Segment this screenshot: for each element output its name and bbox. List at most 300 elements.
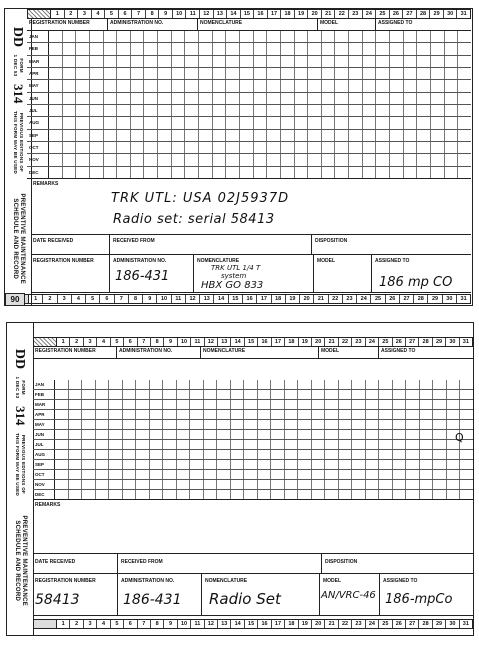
day-cell[interactable] [335, 105, 349, 116]
day-cell[interactable] [352, 470, 366, 479]
day-cell[interactable] [177, 430, 191, 439]
day-cell[interactable] [325, 410, 339, 419]
day-cell[interactable] [312, 390, 326, 399]
day-cell[interactable] [366, 440, 380, 449]
day-cell[interactable] [144, 130, 158, 141]
day-cell[interactable] [131, 80, 145, 91]
day-cell[interactable] [393, 420, 407, 429]
day-cell[interactable] [136, 470, 150, 479]
day-cell[interactable] [352, 480, 366, 489]
day-cell[interactable] [335, 142, 349, 153]
day-cell[interactable] [226, 105, 240, 116]
day-cell[interactable] [325, 420, 339, 429]
day-cell[interactable] [244, 450, 258, 459]
day-cell[interactable] [339, 410, 353, 419]
day-cell[interactable] [69, 450, 83, 459]
day-cell[interactable] [136, 400, 150, 409]
day-cell[interactable] [117, 105, 131, 116]
day-cell[interactable] [352, 430, 366, 439]
day-cell[interactable] [254, 105, 268, 116]
day-cell[interactable] [312, 440, 326, 449]
day-cell[interactable] [285, 450, 299, 459]
day-cell[interactable] [406, 420, 420, 429]
day-cell[interactable] [325, 450, 339, 459]
day-cell[interactable] [322, 130, 336, 141]
day-cell[interactable] [379, 460, 393, 469]
day-cell[interactable] [190, 380, 204, 389]
day-cell[interactable] [109, 460, 123, 469]
day-cell[interactable] [163, 430, 177, 439]
day-cell[interactable] [96, 470, 110, 479]
day-cell[interactable] [117, 43, 131, 54]
day-cell[interactable] [172, 117, 186, 128]
day-cell[interactable] [96, 450, 110, 459]
day-cell[interactable] [325, 380, 339, 389]
day-cell[interactable] [349, 117, 363, 128]
day-cell[interactable] [271, 490, 285, 499]
day-cell[interactable] [123, 420, 137, 429]
day-cell[interactable] [240, 167, 254, 178]
day-cell[interactable] [363, 154, 377, 165]
day-cell[interactable] [267, 43, 281, 54]
day-cell[interactable] [254, 56, 268, 67]
day-cell[interactable] [82, 480, 96, 489]
day-cell[interactable] [420, 420, 434, 429]
day-cell[interactable] [240, 43, 254, 54]
day-cell[interactable] [90, 93, 104, 104]
day-cell[interactable] [136, 490, 150, 499]
day-cell[interactable] [379, 380, 393, 389]
day-cell[interactable] [376, 80, 390, 91]
day-cell[interactable] [271, 380, 285, 389]
day-cell[interactable] [458, 56, 471, 67]
day-cell[interactable] [406, 480, 420, 489]
day-cell[interactable] [285, 380, 299, 389]
day-cell[interactable] [231, 380, 245, 389]
day-cell[interactable] [322, 93, 336, 104]
day-cell[interactable] [254, 167, 268, 178]
day-cell[interactable] [63, 93, 77, 104]
day-cell[interactable] [335, 31, 349, 42]
day-cell[interactable] [190, 470, 204, 479]
day-cell[interactable] [76, 68, 90, 79]
day-cell[interactable] [404, 93, 418, 104]
day-cell[interactable] [267, 154, 281, 165]
day-cell[interactable] [312, 450, 326, 459]
day-cell[interactable] [363, 167, 377, 178]
day-cell[interactable] [204, 460, 218, 469]
day-cell[interactable] [308, 167, 322, 178]
day-cell[interactable] [204, 470, 218, 479]
day-cell[interactable] [393, 440, 407, 449]
day-cell[interactable] [417, 142, 431, 153]
day-cell[interactable] [271, 450, 285, 459]
day-cell[interactable] [298, 440, 312, 449]
day-cell[interactable] [376, 105, 390, 116]
day-cell[interactable] [96, 480, 110, 489]
day-cell[interactable] [177, 450, 191, 459]
day-cell[interactable] [254, 43, 268, 54]
day-cell[interactable] [150, 490, 164, 499]
day-cell[interactable] [185, 43, 199, 54]
day-cell[interactable] [267, 80, 281, 91]
day-cell[interactable] [363, 68, 377, 79]
day-cell[interactable] [433, 400, 447, 409]
day-cell[interactable] [458, 142, 471, 153]
day-cell[interactable] [295, 105, 309, 116]
day-cell[interactable] [366, 400, 380, 409]
day-cell[interactable] [82, 420, 96, 429]
day-cell[interactable] [312, 460, 326, 469]
day-cell[interactable] [460, 410, 473, 419]
day-cell[interactable] [433, 490, 447, 499]
day-cell[interactable] [240, 154, 254, 165]
day-cell[interactable] [144, 43, 158, 54]
day-cell[interactable] [258, 490, 272, 499]
day-cell[interactable] [49, 105, 63, 116]
day-cell[interactable] [379, 480, 393, 489]
day-cell[interactable] [82, 380, 96, 389]
day-cell[interactable] [349, 93, 363, 104]
day-cell[interactable] [49, 130, 63, 141]
day-cell[interactable] [339, 380, 353, 389]
day-cell[interactable] [447, 470, 461, 479]
day-cell[interactable] [271, 420, 285, 429]
day-cell[interactable] [177, 490, 191, 499]
day-cell[interactable] [76, 43, 90, 54]
day-cell[interactable] [158, 80, 172, 91]
day-cell[interactable] [460, 460, 473, 469]
day-cell[interactable] [213, 43, 227, 54]
day-cell[interactable] [445, 167, 459, 178]
day-cell[interactable] [433, 380, 447, 389]
day-cell[interactable] [352, 420, 366, 429]
day-cell[interactable] [117, 31, 131, 42]
day-cell[interactable] [177, 480, 191, 489]
day-cell[interactable] [445, 154, 459, 165]
day-cell[interactable] [199, 68, 213, 79]
day-cell[interactable] [445, 93, 459, 104]
day-cell[interactable] [325, 400, 339, 409]
day-cell[interactable] [376, 93, 390, 104]
day-cell[interactable] [431, 105, 445, 116]
day-cell[interactable] [417, 80, 431, 91]
day-cell[interactable] [322, 154, 336, 165]
day-cell[interactable] [199, 142, 213, 153]
day-cell[interactable] [281, 167, 295, 178]
day-cell[interactable] [271, 480, 285, 489]
day-cell[interactable] [349, 130, 363, 141]
day-cell[interactable] [63, 68, 77, 79]
day-cell[interactable] [271, 440, 285, 449]
day-cell[interactable] [185, 80, 199, 91]
day-cell[interactable] [295, 68, 309, 79]
day-cell[interactable] [417, 93, 431, 104]
day-cell[interactable] [244, 480, 258, 489]
day-cell[interactable] [144, 154, 158, 165]
day-cell[interactable] [131, 154, 145, 165]
day-cell[interactable] [131, 31, 145, 42]
day-cell[interactable] [312, 480, 326, 489]
day-cell[interactable] [420, 380, 434, 389]
day-cell[interactable] [150, 410, 164, 419]
day-cell[interactable] [393, 470, 407, 479]
day-cell[interactable] [63, 43, 77, 54]
day-cell[interactable] [104, 117, 118, 128]
day-cell[interactable] [431, 117, 445, 128]
day-cell[interactable] [417, 117, 431, 128]
day-cell[interactable] [393, 490, 407, 499]
day-cell[interactable] [163, 410, 177, 419]
day-cell[interactable] [417, 130, 431, 141]
day-cell[interactable] [117, 130, 131, 141]
day-cell[interactable] [417, 68, 431, 79]
day-cell[interactable] [49, 117, 63, 128]
day-cell[interactable] [69, 400, 83, 409]
day-cell[interactable] [158, 130, 172, 141]
day-cell[interactable] [213, 117, 227, 128]
day-cell[interactable] [363, 142, 377, 153]
day-cell[interactable] [226, 93, 240, 104]
day-cell[interactable] [172, 154, 186, 165]
day-cell[interactable] [312, 400, 326, 409]
day-cell[interactable] [417, 105, 431, 116]
day-cell[interactable] [217, 460, 231, 469]
day-cell[interactable] [104, 105, 118, 116]
day-cell[interactable] [352, 460, 366, 469]
day-cell[interactable] [144, 93, 158, 104]
day-cell[interactable] [150, 440, 164, 449]
day-cell[interactable] [150, 390, 164, 399]
day-cell[interactable] [69, 460, 83, 469]
day-cell[interactable] [104, 154, 118, 165]
day-cell[interactable] [244, 390, 258, 399]
day-cell[interactable] [109, 420, 123, 429]
day-cell[interactable] [213, 80, 227, 91]
day-cell[interactable] [76, 130, 90, 141]
day-cell[interactable] [390, 142, 404, 153]
day-cell[interactable] [158, 154, 172, 165]
day-cell[interactable] [185, 142, 199, 153]
day-cell[interactable] [322, 68, 336, 79]
day-cell[interactable] [231, 480, 245, 489]
day-cell[interactable] [335, 130, 349, 141]
day-cell[interactable] [445, 68, 459, 79]
day-cell[interactable] [431, 43, 445, 54]
day-cell[interactable] [82, 440, 96, 449]
day-cell[interactable] [335, 93, 349, 104]
day-cell[interactable] [204, 490, 218, 499]
day-cell[interactable] [433, 410, 447, 419]
day-cell[interactable] [390, 56, 404, 67]
day-cell[interactable] [158, 68, 172, 79]
day-cell[interactable] [267, 142, 281, 153]
day-cell[interactable] [258, 400, 272, 409]
day-cell[interactable] [131, 93, 145, 104]
day-cell[interactable] [63, 31, 77, 42]
day-cell[interactable] [431, 154, 445, 165]
day-cell[interactable] [49, 56, 63, 67]
day-cell[interactable] [447, 450, 461, 459]
day-cell[interactable] [285, 480, 299, 489]
day-cell[interactable] [433, 480, 447, 489]
day-cell[interactable] [185, 93, 199, 104]
day-cell[interactable] [104, 80, 118, 91]
day-cell[interactable] [406, 440, 420, 449]
day-cell[interactable] [63, 56, 77, 67]
day-cell[interactable] [226, 167, 240, 178]
day-cell[interactable] [339, 440, 353, 449]
day-cell[interactable] [231, 450, 245, 459]
day-cell[interactable] [117, 154, 131, 165]
day-cell[interactable] [417, 167, 431, 178]
day-cell[interactable] [76, 142, 90, 153]
day-cell[interactable] [281, 142, 295, 153]
day-cell[interactable] [82, 490, 96, 499]
day-cell[interactable] [295, 80, 309, 91]
day-cell[interactable] [339, 390, 353, 399]
day-cell[interactable] [431, 167, 445, 178]
day-cell[interactable] [90, 130, 104, 141]
day-cell[interactable] [204, 450, 218, 459]
day-cell[interactable] [76, 56, 90, 67]
day-cell[interactable] [285, 440, 299, 449]
day-cell[interactable] [190, 390, 204, 399]
day-cell[interactable] [285, 490, 299, 499]
day-cell[interactable] [352, 390, 366, 399]
day-cell[interactable] [433, 470, 447, 479]
day-cell[interactable] [190, 490, 204, 499]
day-cell[interactable] [55, 390, 69, 399]
day-cell[interactable] [49, 31, 63, 42]
day-cell[interactable] [185, 56, 199, 67]
day-cell[interactable] [285, 410, 299, 419]
day-cell[interactable] [420, 430, 434, 439]
day-cell[interactable] [240, 68, 254, 79]
day-cell[interactable] [322, 43, 336, 54]
day-cell[interactable] [190, 420, 204, 429]
day-cell[interactable] [254, 31, 268, 42]
day-cell[interactable] [295, 93, 309, 104]
day-cell[interactable] [199, 56, 213, 67]
day-cell[interactable] [172, 93, 186, 104]
day-cell[interactable] [96, 440, 110, 449]
day-cell[interactable] [404, 80, 418, 91]
day-cell[interactable] [363, 43, 377, 54]
day-cell[interactable] [431, 80, 445, 91]
day-cell[interactable] [231, 400, 245, 409]
day-cell[interactable] [117, 68, 131, 79]
day-cell[interactable] [96, 390, 110, 399]
day-cell[interactable] [63, 117, 77, 128]
day-cell[interactable] [308, 80, 322, 91]
day-cell[interactable] [49, 68, 63, 79]
day-cell[interactable] [322, 56, 336, 67]
day-cell[interactable] [109, 440, 123, 449]
day-cell[interactable] [69, 410, 83, 419]
day-cell[interactable] [258, 480, 272, 489]
day-cell[interactable] [458, 68, 471, 79]
day-cell[interactable] [366, 470, 380, 479]
day-cell[interactable] [393, 410, 407, 419]
day-cell[interactable] [271, 430, 285, 439]
day-cell[interactable] [285, 420, 299, 429]
day-cell[interactable] [458, 80, 471, 91]
day-cell[interactable] [376, 167, 390, 178]
day-cell[interactable] [254, 117, 268, 128]
day-cell[interactable] [231, 440, 245, 449]
day-cell[interactable] [271, 470, 285, 479]
day-cell[interactable] [363, 130, 377, 141]
day-cell[interactable] [117, 93, 131, 104]
day-cell[interactable] [352, 490, 366, 499]
day-cell[interactable] [295, 31, 309, 42]
day-cell[interactable] [123, 470, 137, 479]
day-cell[interactable] [69, 480, 83, 489]
day-cell[interactable] [445, 43, 459, 54]
day-cell[interactable] [379, 430, 393, 439]
day-cell[interactable] [144, 68, 158, 79]
day-cell[interactable] [231, 490, 245, 499]
day-cell[interactable] [55, 470, 69, 479]
day-cell[interactable] [460, 420, 473, 429]
day-cell[interactable] [226, 130, 240, 141]
day-cell[interactable] [76, 117, 90, 128]
day-cell[interactable] [366, 420, 380, 429]
day-cell[interactable] [90, 117, 104, 128]
day-cell[interactable] [226, 68, 240, 79]
day-cell[interactable] [376, 56, 390, 67]
day-cell[interactable] [447, 410, 461, 419]
day-cell[interactable] [63, 142, 77, 153]
day-cell[interactable] [150, 470, 164, 479]
day-cell[interactable] [295, 142, 309, 153]
day-cell[interactable] [90, 31, 104, 42]
day-cell[interactable] [363, 80, 377, 91]
day-cell[interactable] [190, 480, 204, 489]
day-cell[interactable] [417, 43, 431, 54]
day-cell[interactable] [298, 460, 312, 469]
day-cell[interactable] [96, 420, 110, 429]
day-cell[interactable] [136, 480, 150, 489]
day-cell[interactable] [458, 93, 471, 104]
day-cell[interactable] [406, 460, 420, 469]
day-cell[interactable] [258, 410, 272, 419]
day-cell[interactable] [150, 430, 164, 439]
day-cell[interactable] [460, 450, 473, 459]
day-cell[interactable] [217, 470, 231, 479]
day-cell[interactable] [172, 130, 186, 141]
day-cell[interactable] [433, 450, 447, 459]
day-cell[interactable] [366, 430, 380, 439]
day-cell[interactable] [96, 430, 110, 439]
day-cell[interactable] [82, 400, 96, 409]
day-cell[interactable] [150, 480, 164, 489]
day-cell[interactable] [285, 430, 299, 439]
day-cell[interactable] [254, 93, 268, 104]
day-cell[interactable] [445, 105, 459, 116]
day-cell[interactable] [123, 400, 137, 409]
day-cell[interactable] [445, 31, 459, 42]
day-cell[interactable] [295, 56, 309, 67]
day-cell[interactable] [131, 43, 145, 54]
day-cell[interactable] [90, 167, 104, 178]
day-cell[interactable] [322, 105, 336, 116]
day-cell[interactable] [267, 105, 281, 116]
day-cell[interactable] [406, 380, 420, 389]
day-cell[interactable] [447, 400, 461, 409]
day-cell[interactable] [199, 167, 213, 178]
